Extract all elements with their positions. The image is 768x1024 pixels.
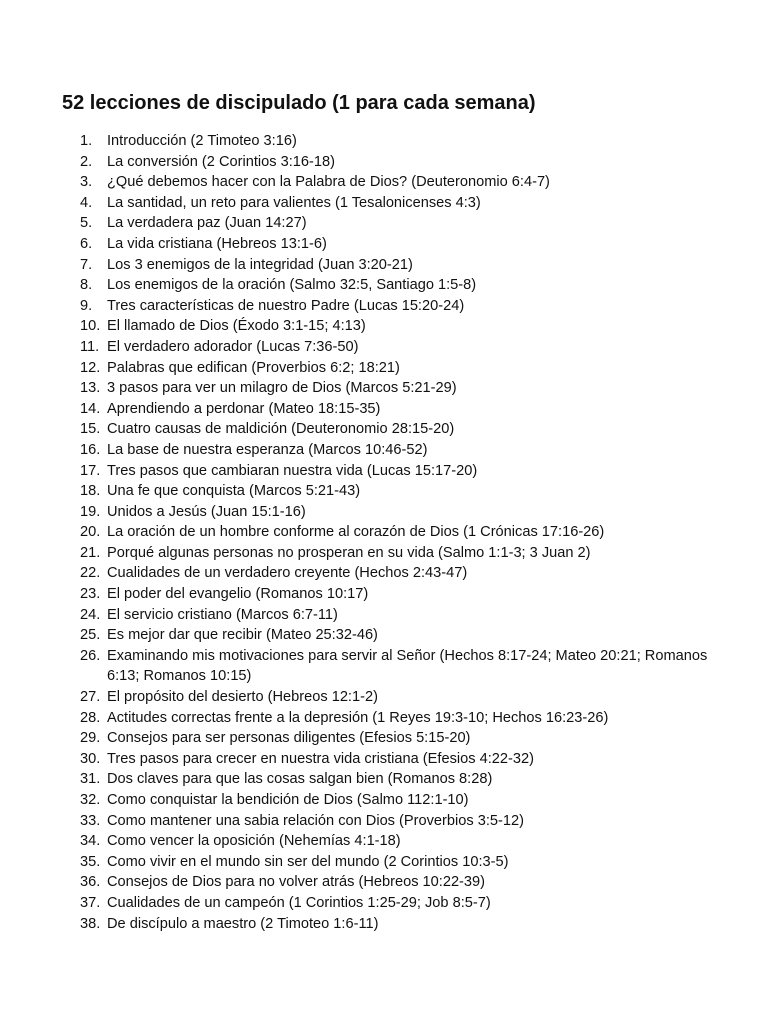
list-item-number: 29. — [80, 730, 101, 747]
list-item — [80, 749, 720, 770]
list-item-text: Tres características de nuestro Padre (Lucas 15:20-24) — [107, 297, 465, 314]
list-item-number: 26. — [80, 647, 101, 664]
list-item — [80, 481, 720, 502]
list-item — [80, 358, 720, 379]
list-item — [80, 872, 720, 893]
list-item — [80, 543, 720, 564]
list-item — [80, 625, 720, 646]
list-item-number: 11. — [80, 338, 100, 355]
list-item-number: 6. — [80, 235, 93, 252]
list-item-number: 14. — [80, 400, 101, 417]
list-item — [80, 131, 720, 152]
list-item-number: 9. — [80, 297, 93, 314]
list-item — [80, 708, 720, 729]
list-item-number: 24. — [80, 606, 101, 623]
list-item-number: 20. — [80, 524, 101, 541]
list-item — [80, 811, 720, 832]
list-item-text: ¿Qué debemos hacer con la Palabra de Dios? (Deuteronomio 6:4-7) — [107, 174, 550, 191]
list-item-number: 8. — [80, 277, 93, 294]
list-item-number: 21. — [80, 544, 101, 561]
list-item-text: Actitudes correctas frente a la depresión (1 Reyes 19:3-10; Hechos 16:23-26) — [107, 709, 609, 726]
list-item — [80, 605, 720, 626]
list-item-number: 34. — [80, 833, 101, 850]
list-item — [80, 646, 720, 687]
list-item-text: Porqué algunas personas no prosperan en su vida (Salmo 1:1-3; 3 Juan 2) — [107, 544, 591, 561]
list-item-text: Examinando mis motivaciones para servir al Señor (Hechos 8:17-24; Mateo 20:21; Romanos 6:13; Romanos 10:15) — [107, 647, 708, 685]
list-item-number: 23. — [80, 586, 101, 603]
list-item — [80, 914, 720, 935]
list-item — [80, 831, 720, 852]
list-item-text: Los 3 enemigos de la integridad (Juan 3:20-21) — [107, 256, 413, 273]
list-item-text: Los enemigos de la oración (Salmo 32:5, Santiago 1:5-8) — [107, 277, 477, 294]
list-item-text: Dos claves para que las cosas salgan bien (Romanos 8:28) — [107, 771, 493, 788]
list-item — [80, 687, 720, 708]
list-item — [80, 563, 720, 584]
list-item — [80, 522, 720, 543]
list-item-number: 35. — [80, 853, 101, 870]
list-item — [80, 378, 720, 399]
list-item — [80, 399, 720, 420]
list-item-text: Como vencer la oposición (Nehemías 4:1-18) — [107, 833, 401, 850]
list-item-text: Tres pasos para crecer en nuestra vida cristiana (Efesios 4:22-32) — [107, 750, 534, 767]
list-item-number: 38. — [80, 915, 101, 932]
list-item — [80, 769, 720, 790]
list-item-number: 30. — [80, 750, 101, 767]
list-item — [80, 296, 720, 317]
list-item — [80, 172, 720, 193]
list-item — [80, 790, 720, 811]
list-item — [80, 275, 720, 296]
list-item-number: 18. — [80, 483, 101, 500]
list-item-text: Consejos para ser personas diligentes (Efesios 5:15-20) — [107, 730, 471, 747]
list-item-text: Consejos de Dios para no volver atrás (Hebreos 10:22-39) — [107, 874, 486, 891]
list-item-text: Palabras que edifican (Proverbios 6:2; 18:21) — [107, 359, 400, 376]
list-item-text: Cualidades de un verdadero creyente (Hechos 2:43-47) — [107, 565, 468, 582]
list-item-text: La verdadera paz (Juan 14:27) — [107, 215, 307, 232]
list-item-text: Como mantener una sabia relación con Dios (Proverbios 3:5-12) — [107, 812, 524, 829]
list-item-text: Aprendiendo a perdonar (Mateo 18:15-35) — [107, 400, 381, 417]
list-item — [80, 584, 720, 605]
list-item-number: 12. — [80, 359, 101, 376]
list-item-text: El poder del evangelio (Romanos 10:17) — [107, 586, 369, 603]
list-item-number: 36. — [80, 874, 101, 891]
list-item-number: 1. — [80, 133, 93, 149]
list-item-number: 33. — [80, 812, 101, 829]
list-item-number: 4. — [80, 194, 93, 211]
list-item-number: 3. — [80, 174, 93, 191]
list-item-number: 13. — [80, 380, 101, 397]
list-item — [80, 337, 720, 358]
list-item-number: 31. — [80, 771, 101, 788]
list-item — [80, 234, 720, 255]
list-item — [80, 893, 720, 914]
list-item-text: Tres pasos que cambiaran nuestra vida (Lucas 15:17-20) — [107, 462, 478, 479]
list-item-text: Es mejor dar que recibir (Mateo 25:32-46) — [107, 627, 378, 644]
list-item — [80, 213, 720, 234]
list-item-text: La vida cristiana (Hebreos 13:1-6) — [107, 235, 327, 252]
list-item-number: 25. — [80, 627, 101, 644]
list-item — [80, 316, 720, 337]
list-item-text: Introducción (2 Timoteo 3:16) — [107, 133, 297, 149]
list-item-number: 19. — [80, 503, 101, 520]
list-item-text: La santidad, un reto para valientes (1 Tesalonicenses 4:3) — [107, 194, 481, 211]
list-item-text: Una fe que conquista (Marcos 5:21-43) — [107, 483, 361, 500]
list-item — [80, 255, 720, 276]
list-item — [80, 502, 720, 523]
lesson-list — [80, 131, 720, 934]
list-item-text: El verdadero adorador (Lucas 7:36-50) — [107, 338, 359, 355]
list-item-text: El propósito del desierto (Hebreos 12:1-2) — [107, 689, 378, 706]
list-item-text: Como conquistar la bendición de Dios (Salmo 112:1-10) — [107, 792, 469, 808]
list-item-number: 32. — [80, 792, 101, 808]
list-item — [80, 852, 720, 873]
list-item-number: 22. — [80, 565, 101, 582]
list-item-text: Unidos a Jesús (Juan 15:1-16) — [107, 503, 306, 520]
list-item — [80, 193, 720, 214]
list-item — [80, 728, 720, 749]
list-item-number: 28. — [80, 709, 101, 726]
list-item-text: La base de nuestra esperanza (Marcos 10:46-52) — [107, 441, 428, 458]
list-item-text: La conversión (2 Corintios 3:16-18) — [107, 153, 335, 170]
list-item-text: El servicio cristiano (Marcos 6:7-11) — [107, 606, 338, 623]
list-item-text: Como vivir en el mundo sin ser del mundo (2 Corintios 10:3-5) — [107, 853, 509, 870]
list-item-number: 7. — [80, 256, 93, 273]
list-item-number: 17. — [80, 462, 101, 479]
list-item-text: 3 pasos para ver un milagro de Dios (Marcos 5:21-29) — [107, 380, 457, 397]
list-item-number: 5. — [80, 215, 93, 232]
list-item-text: Cualidades de un campeón (1 Corintios 1:25-29; Job 8:5-7) — [107, 894, 491, 911]
list-item-text: De discípulo a maestro (2 Timoteo 1:6-11) — [107, 915, 379, 932]
page-title: 52 lecciones de discipulado (1 para cada semana) — [62, 92, 536, 114]
list-item-text: La oración de un hombre conforme al corazón de Dios (1 Crónicas 17:16-26) — [107, 524, 605, 541]
list-item — [80, 440, 720, 461]
list-item-number: 37. — [80, 894, 101, 911]
list-item-number: 2. — [80, 153, 93, 170]
list-item — [80, 152, 720, 173]
list-item — [80, 419, 720, 440]
list-item-number: 27. — [80, 689, 101, 706]
list-item — [80, 461, 720, 482]
list-item-number: 16. — [80, 441, 101, 458]
list-item-number: 10. — [80, 318, 101, 335]
list-item-number: 15. — [80, 421, 101, 438]
list-item-text: El llamado de Dios (Éxodo 3:1-15; 4:13) — [107, 318, 366, 335]
list-item-text: Cuatro causas de maldición (Deuteronomio 28:15-20) — [107, 421, 455, 438]
